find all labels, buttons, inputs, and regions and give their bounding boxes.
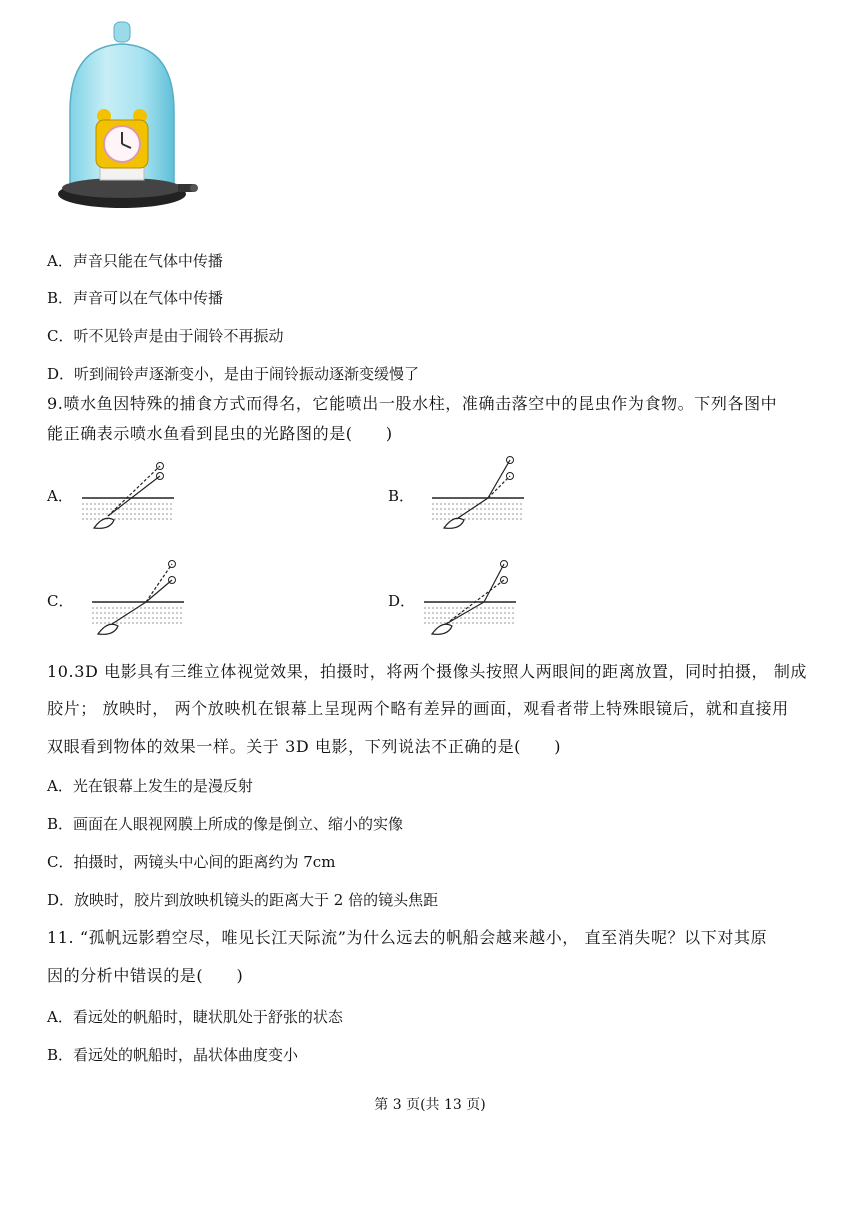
- bell-jar-alarm-clock-figure: [56, 16, 198, 222]
- q9-figure-a-light-path: [78, 458, 178, 534]
- q10-stem-line-2: 胶片； 放映时， 两个放映机在银幕上呈现两个略有差异的画面，观看者带上特殊眼镜后，就和直接用: [47, 699, 789, 718]
- q9-stem-line-1: 9.喷水鱼因特殊的捕食方式而得名，它能喷出一股水柱，准确击落空中的昆虫作为食物。下列各图中: [47, 394, 778, 413]
- q9-stem-line-2: 能正确表示喷水鱼看到昆虫的光路图的是( ): [47, 424, 393, 443]
- q10-stem-line-1: 10.3D 电影具有三维立体视觉效果，拍摄时，将两个摄像头按照人两眼间的距离放置，同时拍摄， 制成: [47, 662, 808, 681]
- q9-figure-b-light-path: [428, 452, 528, 532]
- q9-label-b: B．: [388, 487, 415, 505]
- q9-label-c: C．: [47, 592, 74, 610]
- q11-option-b: B．看远处的帆船时，晶状体曲度变小: [47, 1046, 299, 1064]
- q11-stem-line-1: 11. “孤帆远影碧空尽，唯见长江天际流”为什么远去的帆船会越来越小， 直至消失呢？以下对其原: [47, 928, 768, 947]
- q11-option-a: A．看远处的帆船时，睫状肌处于舒张的状态: [47, 1008, 343, 1026]
- q9-label-d: D．: [388, 592, 416, 610]
- q10-option-b: B．画面在人眼视网膜上所成的像是倒立、缩小的实像: [47, 815, 404, 833]
- q8-option-b: B．声音可以在气体中传播: [47, 289, 224, 307]
- q10-option-c: C．拍摄时，两镜头中心间的距离约为 7cm: [47, 853, 336, 871]
- q11-stem-line-2: 因的分析中错误的是( ): [47, 966, 244, 985]
- q10-stem-line-3: 双眼看到物体的效果一样。关于 3D 电影，下列说法不正确的是( ): [47, 737, 562, 756]
- q9-figure-d-light-path: [420, 556, 520, 638]
- q8-option-d: D．听到闹铃声逐渐变小，是由于闹铃振动逐渐变缓慢了: [47, 365, 420, 383]
- q9-label-a: A．: [47, 487, 73, 505]
- q9-figure-c-light-path: [88, 556, 188, 638]
- q8-option-c: C．听不见铃声是由于闹铃不再振动: [47, 327, 284, 345]
- page-footer: 第 3 页(共 13 页): [374, 1097, 486, 1113]
- q10-option-d: D．放映时，胶片到放映机镜头的距离大于 2 倍的镜头焦距: [47, 891, 439, 909]
- q8-option-a: A．声音只能在气体中传播: [47, 252, 223, 270]
- q10-option-a: A．光在银幕上发生的是漫反射: [47, 777, 253, 795]
